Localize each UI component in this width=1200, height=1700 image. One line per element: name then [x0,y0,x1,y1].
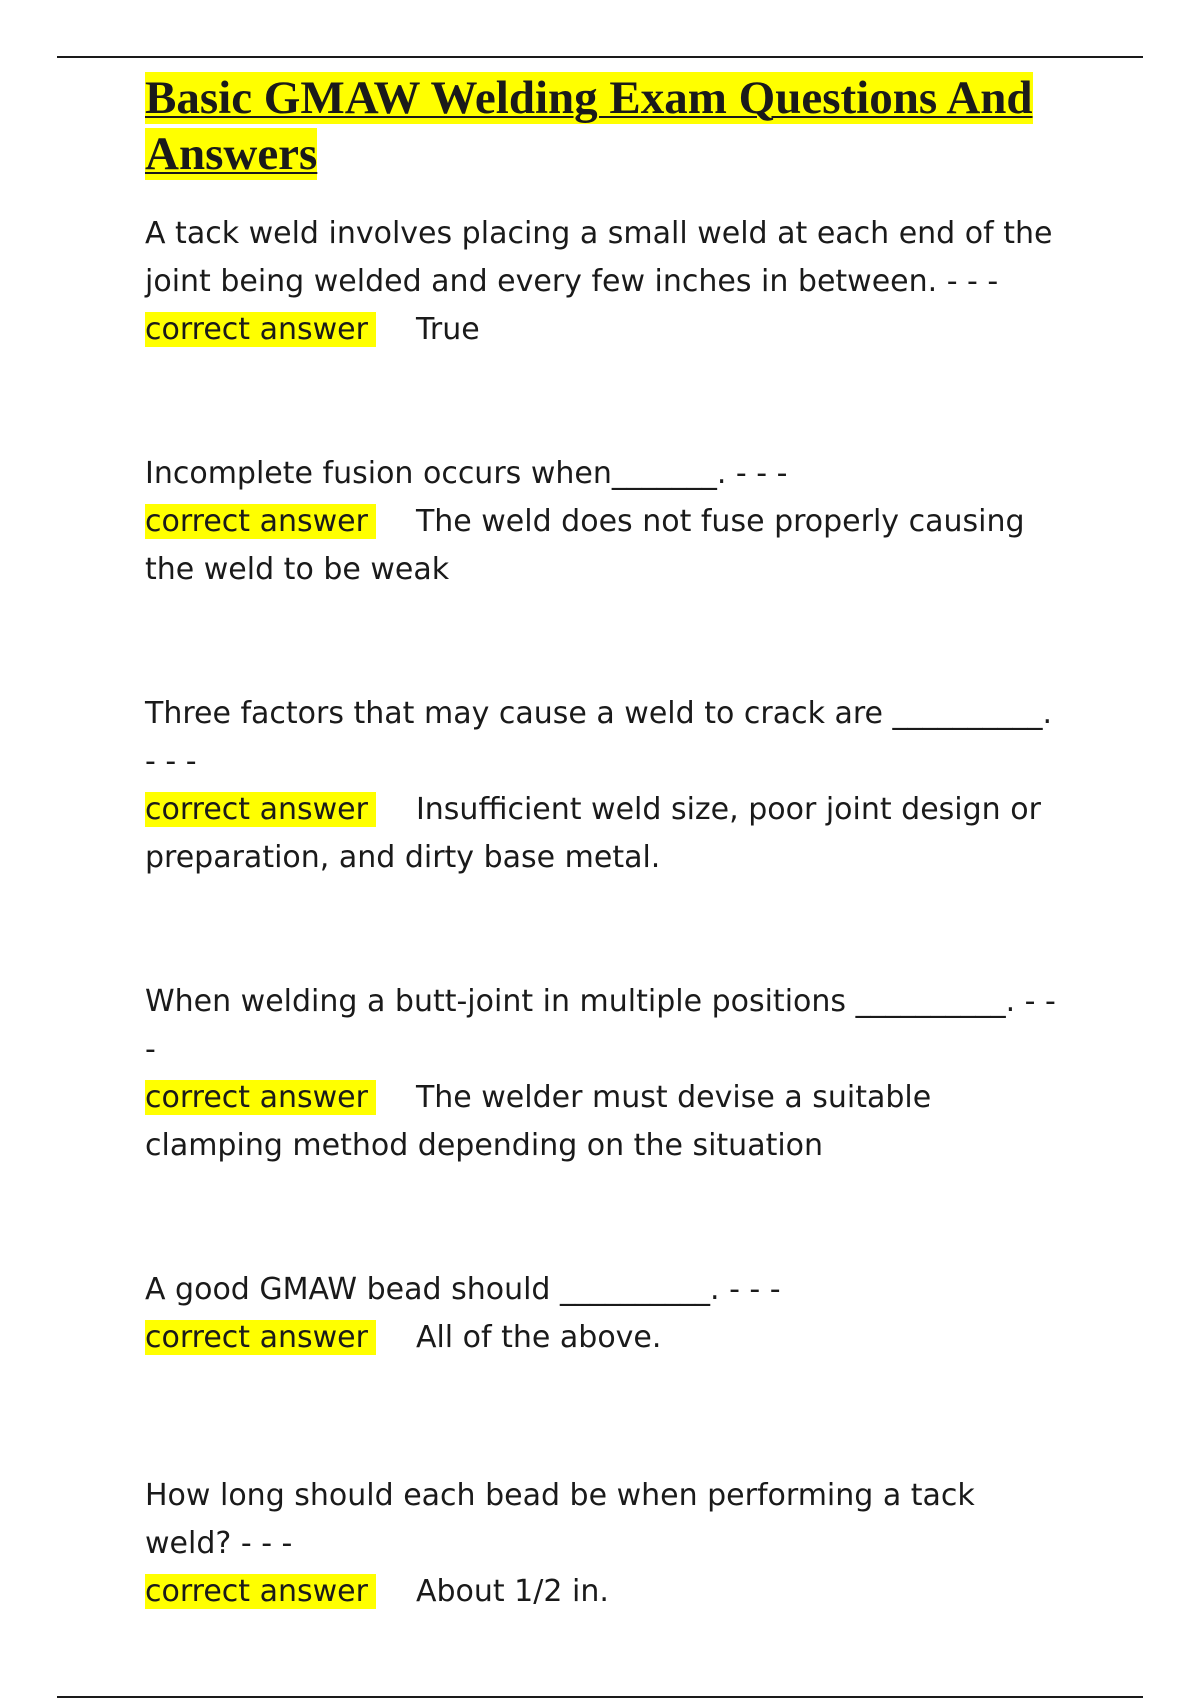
question-text: When welding a butt-joint in multiple positions __________. - - - [145,984,1056,1067]
answer-line [145,1314,1065,1362]
answer-text: About 1/2 in. [415,1574,609,1609]
question-text: How long should each bead be when performing a tack weld? - - - [145,1478,975,1561]
document-body [145,70,1065,1616]
answer-text: Insufficient weld size, poor joint design or preparation, and dirty base metal. [145,792,1041,875]
answer-text: True [415,312,480,347]
correct-answer-label: correct answer [145,1080,376,1115]
answer-text: All of the above. [415,1320,662,1355]
answer-line [145,498,1065,594]
answer-text: The weld does not fuse properly causing the weld to be weak [145,504,1025,587]
answer-line [145,786,1065,882]
bottom-rule [57,1696,1143,1698]
answer-text: The welder must devise a suitable clamping method depending on the situation [145,1080,932,1163]
qa-item-5 [145,1266,1065,1362]
qa-item-6 [145,1472,1065,1616]
top-rule [57,56,1143,58]
correct-answer-label: correct answer [145,312,376,347]
answer-line [145,306,1065,354]
correct-answer-label: correct answer [145,1574,376,1609]
correct-answer-label: correct answer [145,1320,376,1355]
qa-item-1 [145,210,1065,354]
answer-line [145,1568,1065,1616]
question-text: Incomplete fusion occurs when_______. - - - [145,456,788,491]
question-text: Three factors that may cause a weld to crack are __________. - - - [145,696,1053,779]
qa-item-2 [145,450,1065,594]
document-title: Basic GMAW Welding Exam Questions And Answers [145,72,1033,180]
qa-item-4 [145,978,1065,1170]
qa-item-3 [145,690,1065,882]
correct-answer-label: correct answer [145,504,376,539]
answer-line [145,1074,1065,1170]
question-text: A good GMAW bead should __________. - - - [145,1272,781,1307]
correct-answer-label: correct answer [145,792,376,827]
question-text: A tack weld involves placing a small weld at each end of the joint being welded and every few inches in between. - - - [145,216,1053,299]
